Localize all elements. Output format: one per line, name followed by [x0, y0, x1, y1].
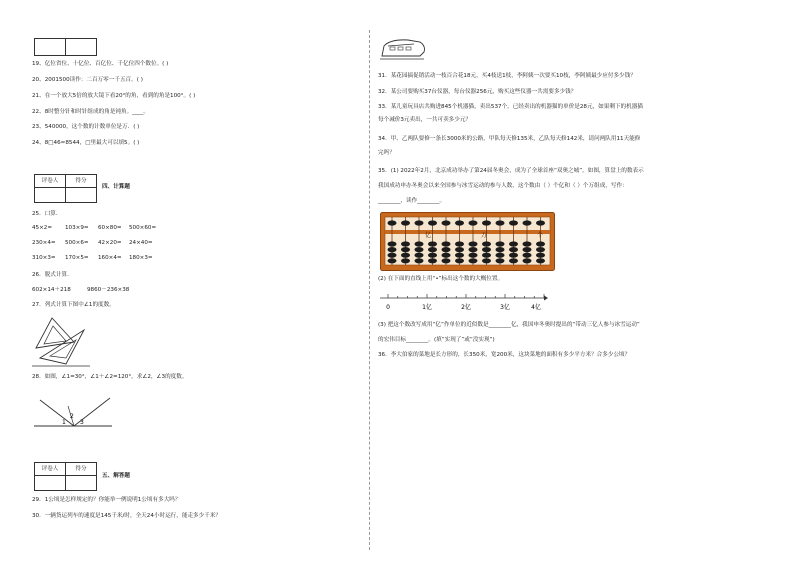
abacus-bead: [442, 247, 451, 252]
abacus-bead: [428, 253, 437, 258]
abacus-bead: [442, 241, 451, 246]
fold-line: [369, 30, 370, 550]
question-35-part2: (2) 在下面的直线上用“•”标出这个数的大概位置。: [378, 276, 504, 282]
abacus-bead: [388, 247, 397, 252]
abacus-bead: [415, 258, 424, 263]
question-35-part3-line1: (3) 把这个数改写成用“亿”作单位的近似数是________亿，我国申冬奥时提出的“带动三亿人参与冰雪运动”: [378, 322, 640, 328]
q26-item-1: 602×14＋218: [32, 287, 71, 293]
abacus-label-yi: 亿: [424, 232, 432, 239]
calc-item: 500×6=: [65, 240, 89, 246]
question-24: 24、8□46≈8544，□里最大可以填5。( ): [32, 140, 140, 146]
abacus-bead: [496, 247, 505, 252]
abacus-bead: [455, 241, 464, 246]
abacus-bead: [482, 220, 491, 225]
abacus-bead: [401, 253, 410, 258]
abacus-bead: [401, 220, 410, 225]
abacus-bead: [428, 247, 437, 252]
abacus-bead: [455, 220, 464, 225]
abacus-bead: [455, 247, 464, 252]
abacus-bead: [523, 241, 532, 246]
calc-item: 160×4=: [98, 255, 122, 261]
abacus-bead: [388, 258, 397, 263]
abacus-bead: [496, 220, 505, 225]
abacus-label-wan: 万: [480, 232, 488, 239]
abacus-bead: [523, 258, 532, 263]
question-21: 21、在一个放大5倍的放大镜下看20°的角，看到的角是100°。( ): [32, 93, 196, 99]
angle-label-1: 1: [62, 419, 66, 426]
calc-item: 170×5=: [65, 255, 89, 261]
question-26: 26．脱式计算．: [32, 272, 73, 278]
abacus-figure: [380, 212, 556, 272]
numberline-label-1: 1亿: [422, 304, 432, 311]
abacus-bead: [415, 253, 424, 258]
numberline-label-4: 4亿: [531, 304, 541, 311]
calc-item: 24×40=: [129, 240, 153, 246]
question-31: 31．某花园搞促销活动一枝百合花18元，买4枝送1枝，李阿姨一次要买10枝，李阿姨最少应付多少钱？: [378, 73, 636, 79]
abacus-bead: [523, 253, 532, 258]
question-35-line1: 35．(1) 2022年2月，北京成功举办了第24届冬奥会，成为了全球首座“双奥之城”。如图，算盘上的数表示: [378, 168, 644, 174]
reviewer-label: 评卷人: [35, 175, 66, 188]
angle-label-2: 2: [70, 413, 74, 420]
abacus-bead: [388, 241, 397, 246]
calc-item: 310×3=: [32, 255, 56, 261]
angle-label-3: 3: [80, 419, 84, 426]
abacus-bead: [469, 253, 478, 258]
calc-item: 500×60=: [129, 225, 157, 231]
abacus-bead: [455, 258, 464, 263]
question-30: 30．一辆货运列车的速度是145千米/时，全天24小时运行，能走多少千米？: [32, 513, 222, 519]
question-33-line1: 33．某儿童玩具店共购进845个机器猫，卖出537个，已经卖出的机器猫的单价是28元，如果剩下的机器猫: [378, 104, 643, 110]
abacus-bead: [401, 241, 410, 246]
q26-item-2: 9860－236×38: [87, 287, 130, 293]
abacus-bead: [509, 220, 518, 225]
question-28: 28．如图，∠1=30°，∠1＋∠2=120°，求∠2，∠3的度数。: [32, 374, 188, 380]
abacus-bead: [536, 220, 545, 225]
numberline-label-3: 3亿: [500, 304, 510, 311]
number-line: [378, 290, 548, 314]
answer-box-table: [34, 38, 97, 56]
question-35-line3: ________，读作________。: [378, 198, 446, 204]
abacus-bead: [388, 220, 397, 225]
question-35-part3-line2: 的宏伟目标________。(填“实现了”或“没实现”): [378, 337, 495, 343]
abacus-bead: [388, 253, 397, 258]
abacus-bead: [442, 258, 451, 263]
question-35-line2: 我国成功申办冬奥会以来全国参与冰雪运动的参与人数，这个数由（ ）个亿和（ ）个万组成，写作：: [378, 183, 628, 189]
abacus-bead: [415, 241, 424, 246]
abacus-bead: [536, 241, 545, 246]
abacus-bead: [428, 220, 437, 225]
question-34-line1: 34．甲、乙两队要修一条长3000米的公路，甲队每天修135米，乙队每天修142米，请问两队用11天能修: [378, 136, 641, 142]
calc-item: 60×80=: [98, 225, 122, 231]
question-32: 32．某公司要购买37台仪器，每台仪器256元，购买这些仪器一共需要多少钱？: [378, 89, 577, 95]
abacus-bead: [401, 258, 410, 263]
abacus-bead: [428, 241, 437, 246]
abacus-bead: [523, 220, 532, 225]
calc-item: 230×4=: [32, 240, 56, 246]
abacus-bead: [482, 241, 491, 246]
calc-item: 45×2=: [32, 225, 53, 231]
abacus-bead: [442, 253, 451, 258]
score-table-section5: [34, 462, 97, 491]
abacus-bead: [415, 220, 424, 225]
score-label: 得分: [66, 175, 97, 188]
question-25: 25．口算．: [32, 211, 62, 217]
abacus-bead: [523, 247, 532, 252]
abacus-bead: [509, 241, 518, 246]
set-square-figure: [32, 314, 92, 370]
abacus-bead: [469, 241, 478, 246]
question-34-line2: 完吗？: [378, 150, 395, 156]
section5-title: 五、解答题: [102, 473, 130, 479]
abacus-bead: [482, 258, 491, 263]
abacus-bead: [442, 220, 451, 225]
question-29: 29．1公顷是怎样规定的？你能举一例说明1公顷有多大吗？: [32, 497, 181, 503]
reviewer-label: 评卷人: [35, 463, 66, 476]
abacus-bead: [536, 247, 545, 252]
abacus-bead: [509, 258, 518, 263]
question-22: 22、8时整分针和时针组成的角是钝角。____。: [32, 109, 149, 115]
calc-item: 103×9=: [65, 225, 89, 231]
numberline-label-0: 0: [386, 304, 390, 311]
abacus-bead: [469, 247, 478, 252]
abacus-bead: [482, 247, 491, 252]
calc-item: 42×20=: [98, 240, 122, 246]
abacus-bead: [509, 253, 518, 258]
abacus-bead: [415, 247, 424, 252]
question-33-line2: 每个减价3元卖出，一共可卖多少元？: [378, 117, 472, 123]
abacus-bead: [536, 258, 545, 263]
abacus-label-ge: 个: [536, 232, 544, 239]
question-19: 19、亿位省位、十亿位、百亿位、千亿位四个数位。( ): [32, 61, 169, 67]
section4-title: 四、计算题: [102, 184, 130, 190]
question-23: 23、540000，这个数的计数单位是万．( ): [32, 124, 140, 130]
abacus-bead: [536, 253, 545, 258]
score-table-section4: [34, 174, 97, 203]
abacus-bead: [455, 253, 464, 258]
abacus-bead: [496, 258, 505, 263]
angle-figure: [34, 392, 114, 432]
score-label: 得分: [66, 463, 97, 476]
calc-item: 180×3=: [129, 255, 153, 261]
question-20: 20、2001500读作：二百万零一千五百。( ): [32, 77, 143, 83]
abacus-bead: [401, 247, 410, 252]
question-36: 36．李大伯家的菜地是长方形的，长350米，宽200米，这块菜地的面积有多少平方米？合多少公顷？: [378, 352, 631, 358]
abacus-bead: [469, 220, 478, 225]
abacus-bead: [496, 253, 505, 258]
abacus-bead: [496, 241, 505, 246]
abacus-bead: [482, 253, 491, 258]
abacus-bead: [428, 258, 437, 263]
train-icon: [380, 36, 426, 62]
abacus-bead: [509, 247, 518, 252]
question-27: 27．列式计算下图中∠1的度数。: [32, 302, 115, 308]
abacus-bead: [469, 258, 478, 263]
numberline-label-2: 2亿: [461, 304, 471, 311]
